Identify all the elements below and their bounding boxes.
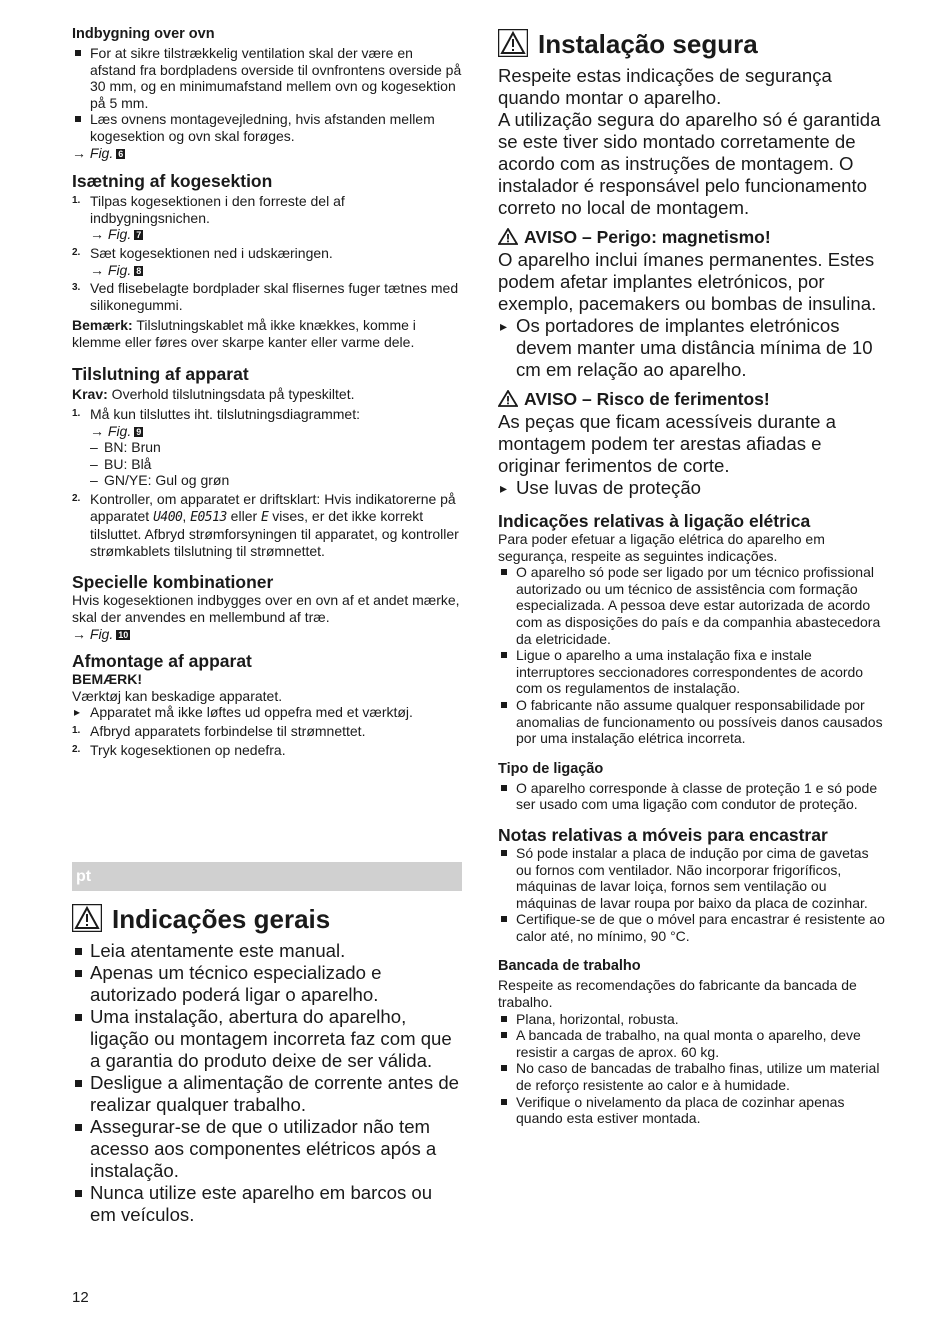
connect-steps [72, 406, 462, 559]
list-item: Só pode instalar a placa de indução por cima de gavetas ou fornos com ventilador. Não incorporar frigoríficos, máquinas de lavar loiça, fornos sem ventilação ou máquinas de lavar roupa por baixo da placa de cozinhar. [498, 845, 888, 911]
list-item: ▸ Apparatet må ikke løftes ud oppefra med et værktøj. [72, 704, 462, 721]
list-item: O fabricante não assume qualquer responsabilidade por anomalias de funcionamento ou possíveis danos causados por uma instalação elétrica incorreta. [498, 697, 888, 747]
insert-steps [72, 193, 462, 313]
language-band [72, 862, 462, 891]
type-heading: Tipo de ligação [498, 760, 604, 777]
display-code: E0513 [190, 509, 227, 525]
list-item: Verifique o nivelamento da placa de cozinhar apenas quando esta estiver montada. [498, 1094, 888, 1127]
elec-intro: Para poder efetuar a ligação elétrica do aparelho em segurança, respeite as seguintes indicações. [498, 531, 825, 564]
remove-warning: BEMÆRK! [72, 671, 142, 688]
display-code: U400 [153, 509, 183, 525]
list-item: 2. Sæt kogesektionen ned i udskæringen. → Fig. 8 [72, 244, 333, 278]
figure-reference: → Fig. 10 [72, 625, 129, 642]
bench-intro: Respeite as recomendações do fabricante da bancada de trabalho. [498, 977, 857, 1011]
list-item: ▸ Os portadores de implantes eletrónicos devem manter uma distância mínima de 10 cm em relação ao aparelho. [498, 315, 888, 381]
injury-text: As peças que ficam acessíveis durante a montagem podem ter arestas afiadas e originar ferimentos de corte. [498, 411, 836, 476]
list-item: Desligue a alimentação de corrente antes de realizar qualquer trabalho. [72, 1072, 462, 1116]
injury-warning-heading: AVISO – Risco de ferimentos! [498, 389, 888, 411]
safe-intro: Respeite estas indicações de segurança quando montar o aparelho. [498, 65, 832, 108]
list-item: Plana, horizontal, robusta. [498, 1011, 888, 1028]
oven-list [72, 45, 462, 145]
elec-heading: Indicações relativas à ligação elétrica [498, 511, 811, 531]
insert-note: Bemærk: Tilslutningskablet må ikke knækkes, komme i klemme eller føres over skarpe kanter eller varme dele. [72, 317, 416, 350]
injury-instruction [498, 477, 888, 499]
special-heading: Specielle kombinationer [72, 572, 274, 593]
list-item: Apenas um técnico especializado e autorizado poderá ligar o aparelho. [72, 962, 462, 1006]
safe-intro: A utilização segura do aparelho só é garantida se este tiver sido montado corretamente de acordo com as instruções de montagem. O instalador é responsável pelo funcionamento correto no local de montagem. [498, 109, 881, 218]
insert-heading: Isætning af kogesektion [72, 171, 273, 192]
bench-list [498, 1011, 888, 1127]
remove-steps [72, 723, 462, 758]
figure-reference: → Fig. 6 [72, 144, 124, 161]
warning-icon [498, 228, 518, 249]
warning-icon [72, 904, 102, 938]
connect-heading: Tilslutning af apparat [72, 363, 249, 384]
list-item: Nunca utilize este aparelho em barcos ou em veículos. [72, 1182, 462, 1226]
remove-instruction [72, 704, 462, 721]
list-item: For at sikre tilstrækkelig ventilation skal der være en afstand fra bordpladens overside til ovnfrontens overside på 30 mm, og en minimumafstand mellem ovn og kogesektion på 5 mm. [72, 45, 462, 111]
list-item: 1. Afbryd apparatets forbindelse til strømnettet. [72, 723, 366, 739]
general-list [72, 940, 462, 1226]
special-text: Hvis kogesektionen indbygges over en ovn af et andet mærke, skal der anvendes en mellembund af træ. [72, 592, 460, 626]
wire-item: – GN/YE: Gul og grøn [90, 472, 462, 489]
wire-item: – BU: Blå [90, 456, 462, 473]
page-number: 12 [72, 1289, 89, 1306]
list-item: 1. Må kun tilsluttes iht. tilslutningsdiagrammet: → Fig. 9 – BN: Brun – BU: Blå – GN/YE: Gul og grøn [72, 406, 462, 489]
list-item: Leia atentamente este manual. [72, 940, 462, 962]
remove-heading: Afmontage af apparat [72, 651, 252, 672]
type-list [498, 780, 888, 813]
wire-item: – BN: Brun [90, 439, 462, 456]
list-item: 2. Tryk kogesektionen op nedefra. [72, 741, 286, 758]
display-code: E [261, 509, 269, 525]
list-item: Assegurar-se de que o utilizador não tem acesso aos componentes elétricos após a instalação. [72, 1116, 462, 1182]
list-item: A bancada de trabalho, na qual monta o aparelho, deve resistir a cargas de aprox. 60 kg. [498, 1027, 888, 1060]
magnet-text: O aparelho inclui ímanes permanentes. Estes podem afetar implantes eletrónicos, por exemplo, pacemakers ou bombas de insulina. [498, 249, 877, 314]
magnet-warning-heading: AVISO – Perigo: magnetismo! [498, 227, 888, 249]
magnet-instruction [498, 315, 888, 381]
list-item: O aparelho corresponde à classe de proteção 1 e só pode ser usado com uma ligação com condutor de proteção. [498, 780, 888, 813]
oven-heading: Indbygning over ovn [72, 26, 215, 42]
furniture-list [498, 845, 888, 945]
list-item: 1. Tilpas kogesektionen i den forreste del af indbygningsnichen. → Fig. 7 [72, 193, 345, 243]
list-item: Certifique-se de que o móvel para encastrar é resistente ao calor até, no mínimo, 90 °C. [498, 911, 888, 944]
warning-icon [498, 29, 528, 63]
list-item: Læs ovnens montagevejledning, hvis afstanden mellem kogesektion og ovn skal forøges. [72, 111, 462, 144]
list-item: ▸ Use luvas de proteção [498, 477, 888, 499]
warning-icon [498, 390, 518, 411]
safe-heading: Instalação segura [498, 29, 888, 63]
elec-list [498, 564, 888, 747]
furniture-heading: Notas relativas a móveis para encastrar [498, 824, 828, 845]
list-item: Ligue o aparelho a uma instalação fixa e instale interruptores seccionadores correspondentes de acordo com os regulamentos de instalação. [498, 647, 888, 697]
bench-heading: Bancada de trabalho [498, 958, 641, 975]
remove-warning-text: Værktøj kan beskadige apparatet. [72, 687, 283, 704]
language-code: pt [76, 868, 92, 885]
list-item: 2. Kontroller, om apparatet er driftsklart: Hvis indikatorerne på apparatet U400, E0513 eller E vises, er det ikke korrekt tilsluttet. Afbryd strømforsyningen til apparatet, og kontroller strømkablets tilslutning til strømnettet. [72, 491, 459, 559]
list-item: 3. Ved flisebelagte bordplader skal flisernes fuger tætnes med silikonegummi. [72, 280, 459, 313]
wire-list [90, 439, 462, 489]
general-heading: Indicações gerais [72, 904, 462, 938]
list-item: O aparelho só pode ser ligado por um técnico profissional autorizado ou um técnico de assistência com formação especializada. A pessoa deve estar autorizada de acordo com as disposições do país e da companhia abastecedora da eletricidade. [498, 564, 888, 647]
list-item: No caso de bancadas de trabalho finas, utilize um material de reforço resistente ao calor e à humidade. [498, 1060, 888, 1093]
connect-requirement: Krav: Overhold tilslutningsdata på typeskiltet. [72, 385, 355, 402]
list-item: Uma instalação, abertura do aparelho, ligação ou montagem incorreta faz com que a garantia do produto deixe de ser válida. [72, 1006, 462, 1072]
